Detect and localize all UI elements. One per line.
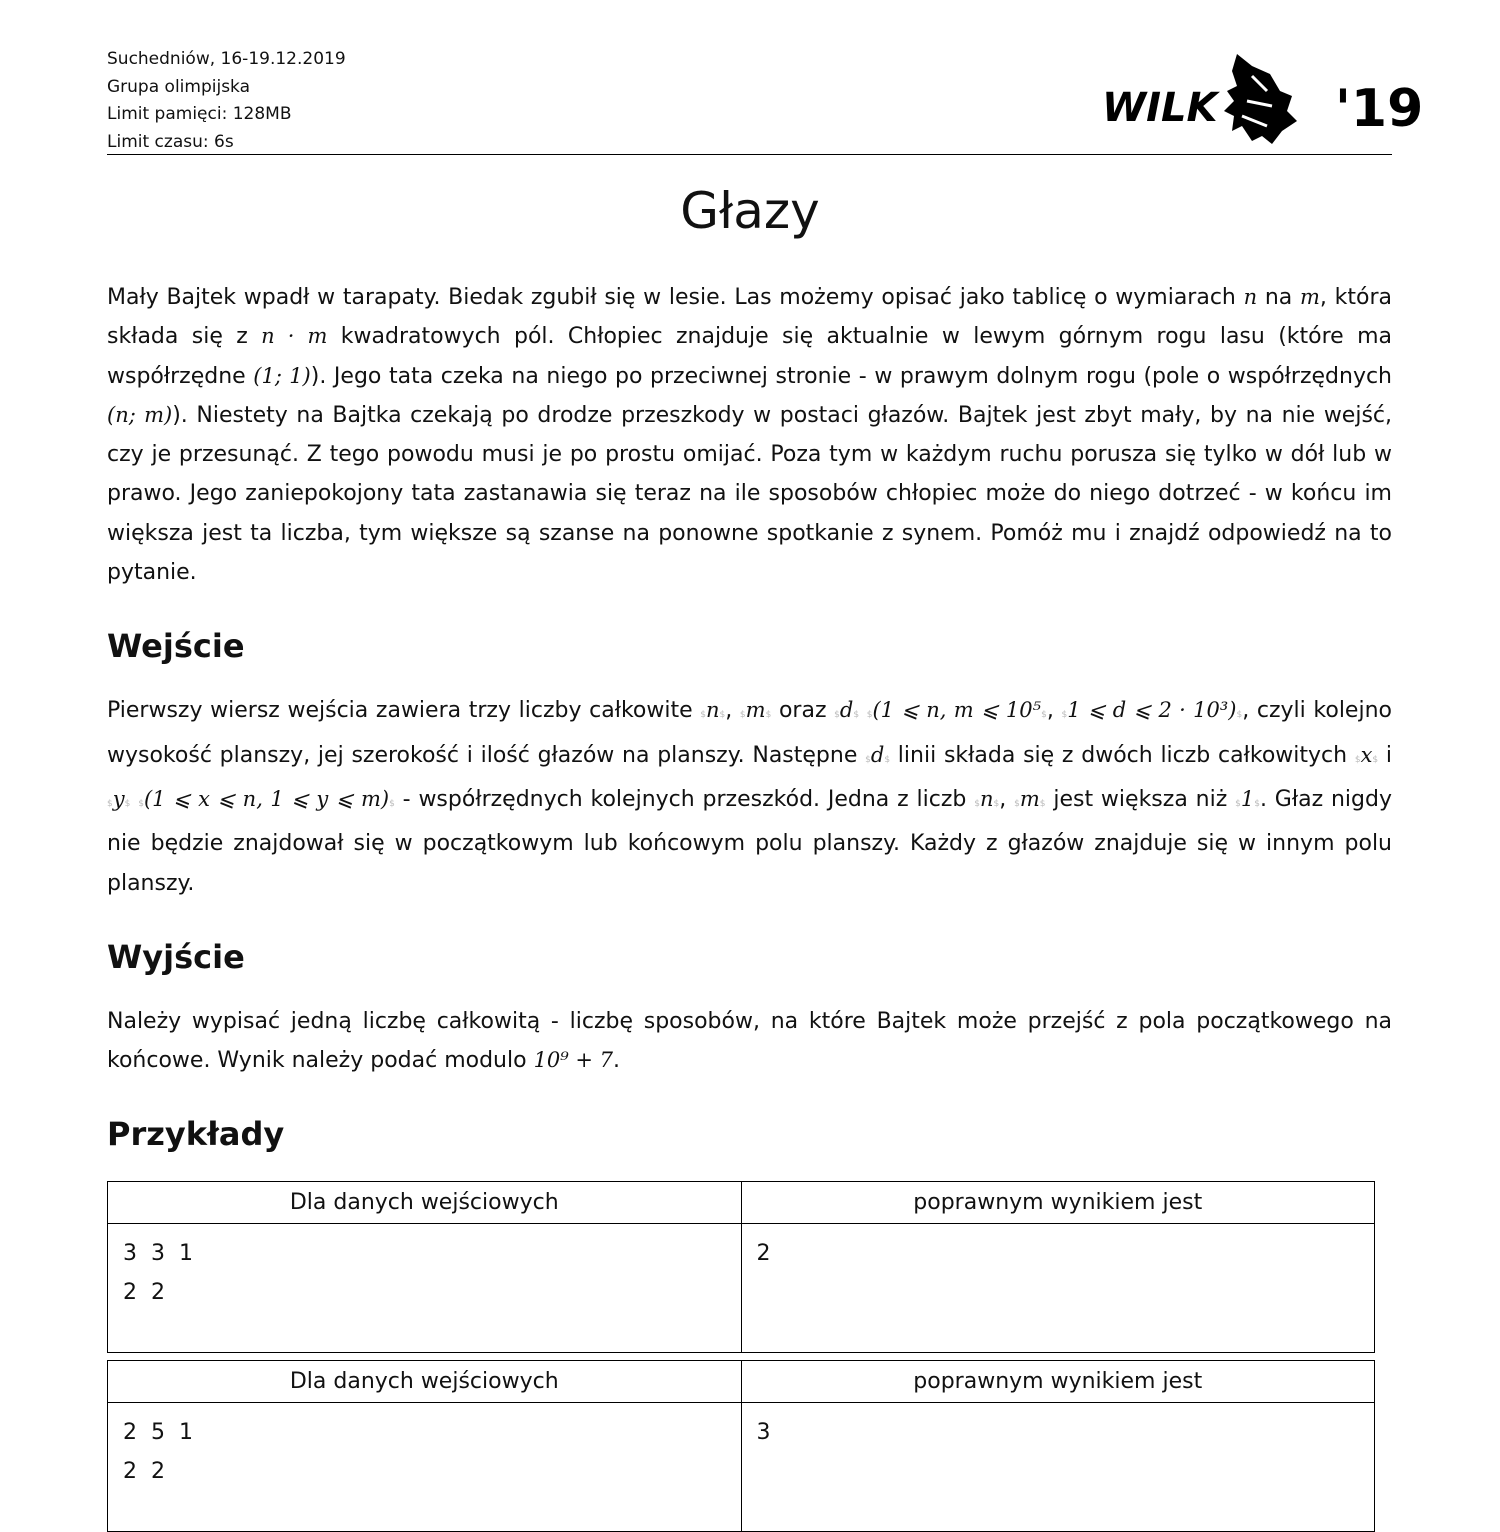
example-output: 2 [741,1224,1375,1353]
problem-title: Głazy [680,182,820,240]
math-delimiter: $ [865,754,871,765]
math-expression: n · m [261,324,328,349]
input-heading: Wejście [107,627,245,666]
math-expression: 10⁹ + 7 [533,1048,614,1073]
example-input: 2 5 1 2 2 [108,1403,742,1532]
math-delimiter: $ [700,710,707,721]
time-limit: Limit czasu: 6s [107,131,234,152]
math-expression: x [1360,742,1373,767]
math-delimiter: $ [739,710,746,721]
math-expression: d [870,742,885,767]
output-column-header: poprawnym wynikiem jest [741,1182,1375,1224]
example-table [107,1181,1375,1353]
math-delimiter: $ [1354,754,1361,765]
math-delimiter: $ [1039,798,1046,809]
output-column-header: poprawnym wynikiem jest [741,1361,1375,1403]
text-run: , czyli kolejno wysokość planszy, jej szerokość i ilość głazów na planszy. Następne [107,698,1392,768]
text-run: . Głaz nigdy nie będzie znajdował się w początkowym lub końcowym polu planszy. Każdy z głazów znajduje się w innym polu planszy. [107,786,1392,896]
text-run: Należy wypisać jedną liczbę całkowitą - liczbę sposobów, na które Bajtek może przejść z pola początkowego na końcowe. Wynik należy podać modulo [107,1008,1392,1074]
math-delimiter: $ [866,710,873,721]
math-delimiter: $ [993,798,1000,809]
problem-statement [107,278,1392,592]
math-delimiter: $ [138,798,144,809]
math-delimiter: $ [884,754,891,765]
input-description [107,691,1392,902]
text-run: , która składa się z [107,285,1392,350]
contest-location-date: Suchedniów, 16-19.12.2019 [107,49,346,69]
text-run: na [1257,285,1300,310]
text-run: ). Niestety na Bajtka czekają po drodze przeszkody w postaci głazów. Bajtek jest zbyt mały, by na nie wejść, czy je przesunąć. Z tego powodu musi je po prostu omijać. Poza tym w każdym ruchu porusza się tylko w dół lub w prawo. Jego zaniepokojony tata zastanawia się teraz na ile sposobów chłopiec może do niego dotrzeć - w końcu im większa jest ta liczba, tym większe są szanse na ponowne spotkanie z synem. Pomóż mu i znajdź odpowiedź na to pytanie. [107,402,1393,586]
math-delimiter: $ [834,710,840,721]
math-expression: n [1243,285,1258,309]
examples-heading: Przykłady [107,1115,285,1154]
text-run: ). Jego tata czeka na niego po przeciwnej stronie - w prawym dolnym rogu (pole o współrzędnych [310,363,1392,389]
math-delimiter: $ [1041,710,1047,721]
math-expression: y [112,786,125,811]
input-column-header: Dla danych wejściowych [108,1182,742,1224]
contest-group: Grupa olimpijska [107,76,251,97]
svg-text:'19: '19 [1335,79,1424,139]
math-expression: 1 ⩽ d ⩽ 2 · 10³) [1067,698,1237,723]
text-run: Pierwszy wiersz wejścia zawiera trzy liczby całkowite [107,698,701,724]
math-delimiter: $ [1254,798,1260,809]
math-expression: n [706,698,720,723]
svg-text:WILK: WILK [1102,85,1218,131]
math-expression: 1 [1240,786,1255,811]
wilk-logo [1102,46,1424,146]
text-run: jest większa niż [1045,786,1236,812]
output-heading: Wyjście [107,937,245,976]
text-run: , [725,698,740,724]
math-delimiter: $ [107,798,113,809]
math-expression: m [1019,786,1040,811]
math-expression: m [1300,285,1320,309]
page-header [107,46,1424,155]
math-delimiter: $ [1061,710,1068,721]
math-delimiter: $ [124,798,131,809]
text-run: i [1378,742,1393,768]
math-expression: m [745,698,766,723]
math-delimiter: $ [974,798,980,809]
math-delimiter: $ [1372,754,1379,765]
math-expression: (1 ⩽ n, m ⩽ 10⁵ [872,698,1042,723]
math-expression: (n; m) [107,402,173,427]
example-input: 3 3 1 2 2 [108,1224,742,1353]
example-output: 3 [741,1403,1375,1532]
math-expression: d [839,698,854,723]
text-run: kwadratowych pól. Chłopiec znajduje się aktualnie w lewym górnym rogu lasu (które ma współrzędne [107,324,1392,389]
math-delimiter: $ [389,798,395,809]
output-description [107,1002,1392,1081]
text-run: - współrzędnych kolejnych przeszkód. Jedna z liczb [394,786,975,812]
math-delimiter: $ [765,710,772,721]
math-delimiter: $ [1014,798,1020,809]
math-expression: (1; 1) [253,363,311,388]
math-delimiter: $ [1235,798,1241,809]
math-delimiter: $ [719,710,726,721]
math-delimiter: $ [853,710,860,721]
text-run: , [1046,698,1062,724]
math-expression: n [979,786,994,811]
text-run: linii składa się z dwóch liczb całkowitych [890,742,1355,768]
input-column-header: Dla danych wejściowych [108,1361,742,1403]
text-run: , [999,786,1015,812]
memory-limit: Limit pamięci: 128MB [107,104,292,124]
text-run: oraz [771,698,835,724]
math-expression: (1 ⩽ x ⩽ n, 1 ⩽ y ⩽ m) [143,786,390,811]
text-run: . [613,1048,621,1074]
math-delimiter: $ [1236,710,1243,721]
text-run: Mały Bajtek wpadł w tarapaty. Biedak zgubił się w lesie. Las możemy opisać jako tablicę o wymiarach [107,285,1244,310]
example-table [107,1360,1375,1532]
text-run [859,698,867,723]
